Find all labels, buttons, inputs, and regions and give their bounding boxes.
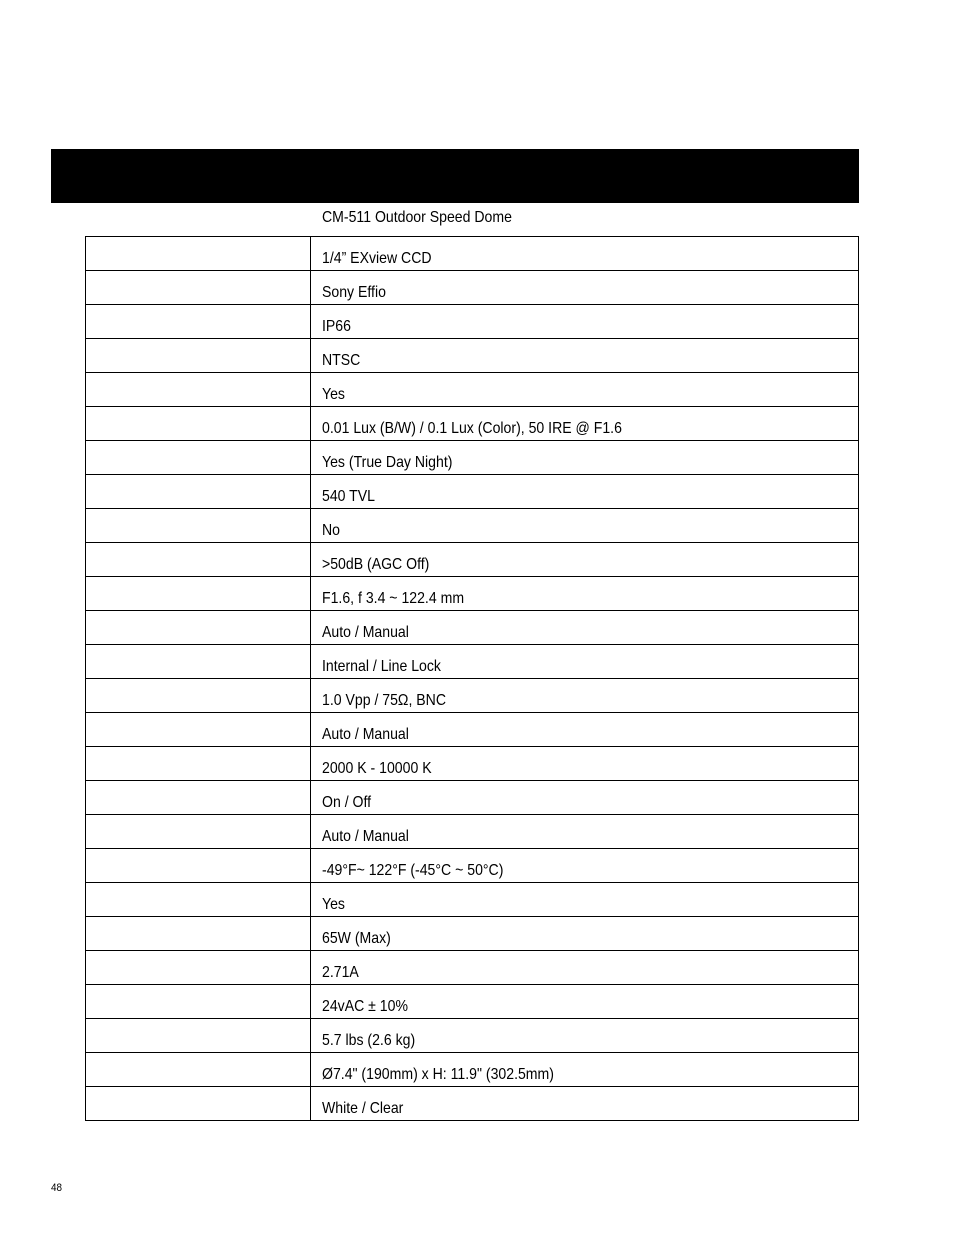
spec-value-cell — [311, 373, 859, 407]
page-number: 48 — [51, 1182, 63, 1194]
spec-value-cell — [311, 611, 859, 645]
spec-value: Ø7.4" (190mm) x H: 11.9" (302.5mm) — [322, 1066, 554, 1083]
spec-value-cell — [311, 645, 859, 679]
spec-value: Auto / Manual — [322, 726, 409, 743]
spec-value: 5.7 lbs (2.6 kg) — [322, 1032, 416, 1049]
spec-label-cell — [86, 475, 311, 509]
spec-value: Internal / Line Lock — [322, 658, 441, 675]
spec-label-cell — [86, 781, 311, 815]
spec-value-cell — [311, 917, 859, 951]
spec-value: NTSC — [322, 352, 361, 369]
spec-value-cell — [311, 747, 859, 781]
spec-value-cell — [311, 1019, 859, 1053]
spec-value: IP66 — [322, 318, 351, 335]
spec-value: 1/4” EXview CCD — [322, 250, 432, 267]
spec-value-cell — [311, 1053, 859, 1087]
spec-row — [86, 781, 859, 815]
spec-value-cell — [311, 543, 859, 577]
spec-label-cell — [86, 577, 311, 611]
spec-label-cell — [86, 1019, 311, 1053]
spec-value: >50dB (AGC Off) — [322, 556, 430, 573]
spec-row — [86, 1087, 859, 1121]
spec-label-cell — [86, 373, 311, 407]
spec-row — [86, 543, 859, 577]
spec-value: On / Off — [322, 794, 372, 811]
spec-value-cell — [311, 407, 859, 441]
spec-label-cell — [86, 883, 311, 917]
spec-label-cell — [86, 713, 311, 747]
spec-value: 2000 K - 10000 K — [322, 760, 432, 777]
spec-value: 0.01 Lux (B/W) / 0.1 Lux (Color), 50 IRE @ F1.6 — [322, 420, 622, 437]
spec-row — [86, 475, 859, 509]
spec-value-cell — [311, 271, 859, 305]
spec-value-cell — [311, 305, 859, 339]
spec-label-cell — [86, 271, 311, 305]
spec-value: 1.0 Vpp / 75Ω, BNC — [322, 692, 447, 709]
spec-label-cell — [86, 305, 311, 339]
spec-row — [86, 1019, 859, 1053]
spec-value-cell — [311, 577, 859, 611]
spec-row — [86, 305, 859, 339]
spec-label-cell — [86, 339, 311, 373]
spec-label-cell — [86, 509, 311, 543]
spec-row — [86, 917, 859, 951]
spec-label-cell — [86, 985, 311, 1019]
specifications-table-body — [86, 237, 859, 1121]
spec-row — [86, 611, 859, 645]
spec-value: 540 TVL — [322, 488, 375, 505]
spec-value-cell — [311, 713, 859, 747]
spec-row — [86, 1053, 859, 1087]
spec-label-cell — [86, 815, 311, 849]
spec-row — [86, 271, 859, 305]
spec-value: 2.71A — [322, 964, 359, 981]
spec-value: Sony Effio — [322, 284, 386, 301]
spec-row — [86, 339, 859, 373]
spec-value: White / Clear — [322, 1100, 404, 1117]
spec-label-cell — [86, 237, 311, 271]
spec-row — [86, 951, 859, 985]
spec-row — [86, 747, 859, 781]
spec-value: No — [322, 522, 340, 539]
spec-row — [86, 883, 859, 917]
spec-row — [86, 509, 859, 543]
spec-label-cell — [86, 1087, 311, 1121]
spec-label-cell — [86, 645, 311, 679]
spec-value-cell — [311, 441, 859, 475]
spec-label-cell — [86, 611, 311, 645]
section-title-bar — [51, 149, 859, 203]
spec-value-cell — [311, 815, 859, 849]
spec-value: Auto / Manual — [322, 624, 409, 641]
spec-label-cell — [86, 679, 311, 713]
spec-label-cell — [86, 849, 311, 883]
spec-value: -49°F~ 122°F (-45°C ~ 50°C) — [322, 862, 504, 879]
spec-row — [86, 441, 859, 475]
spec-value-cell — [311, 883, 859, 917]
spec-value: 24vAC ± 10% — [322, 998, 408, 1015]
spec-value-cell — [311, 339, 859, 373]
spec-value-cell — [311, 781, 859, 815]
spec-value-cell — [311, 951, 859, 985]
spec-value-cell — [311, 475, 859, 509]
spec-row — [86, 645, 859, 679]
spec-label-cell — [86, 1053, 311, 1087]
spec-row — [86, 713, 859, 747]
specifications-table — [85, 236, 859, 1121]
spec-row — [86, 407, 859, 441]
spec-label-cell — [86, 543, 311, 577]
spec-row — [86, 373, 859, 407]
spec-row — [86, 237, 859, 271]
spec-label-cell — [86, 441, 311, 475]
spec-value-cell — [311, 985, 859, 1019]
spec-value: Auto / Manual — [322, 828, 409, 845]
spec-label-cell — [86, 747, 311, 781]
spec-value: Yes — [322, 386, 345, 403]
spec-value-cell — [311, 849, 859, 883]
model-title: CM-511 Outdoor Speed Dome — [322, 209, 512, 226]
spec-value: 65W (Max) — [322, 930, 391, 947]
spec-value-cell — [311, 679, 859, 713]
spec-row — [86, 849, 859, 883]
spec-row — [86, 679, 859, 713]
spec-value-cell — [311, 237, 859, 271]
spec-value: Yes (True Day Night) — [322, 454, 453, 471]
spec-value: F1.6, f 3.4 ~ 122.4 mm — [322, 590, 465, 607]
spec-value-cell — [311, 1087, 859, 1121]
spec-label-cell — [86, 917, 311, 951]
spec-label-cell — [86, 407, 311, 441]
spec-row — [86, 815, 859, 849]
spec-row — [86, 577, 859, 611]
spec-value-cell — [311, 509, 859, 543]
spec-label-cell — [86, 951, 311, 985]
spec-value: Yes — [322, 896, 345, 913]
spec-row — [86, 985, 859, 1019]
